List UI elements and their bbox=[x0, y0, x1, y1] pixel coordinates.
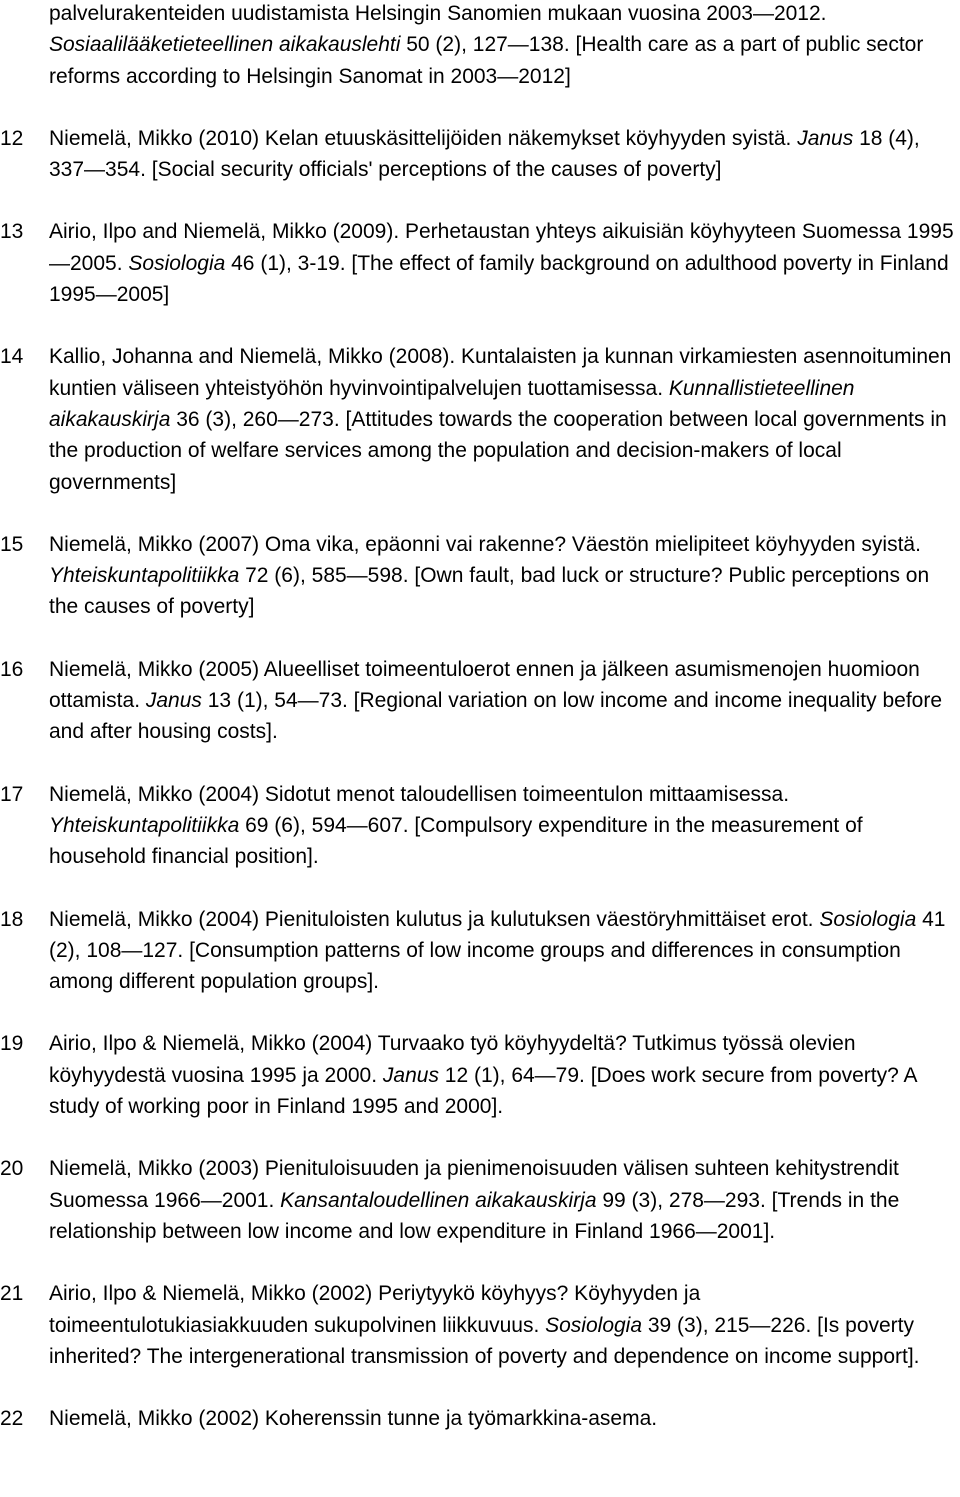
reference-number: 19 bbox=[0, 1032, 24, 1056]
reference-text: Niemelä, Mikko (2007) Oma vika, epäonni vai rakenne? Väestön mielipiteet köyhyyden syistä. bbox=[49, 532, 921, 556]
reference-entry-21 bbox=[0, 1278, 954, 1372]
reference-entry-22 bbox=[0, 1403, 954, 1434]
reference-number: 15 bbox=[0, 532, 24, 556]
journal-title: Kansantaloudellinen aikakauskirja bbox=[280, 1188, 597, 1212]
reference-text: palvelurakenteiden uudistamista Helsingin Sanomien mukaan vuosina 2003—2012. bbox=[49, 2, 827, 25]
reference-entry-17 bbox=[0, 779, 954, 873]
reference-entry-20 bbox=[0, 1153, 954, 1247]
journal-title: Sosiologia bbox=[128, 251, 226, 275]
journal-title: Sosiologia bbox=[545, 1313, 643, 1337]
reference-number: 13 bbox=[0, 220, 24, 244]
reference-entry-15 bbox=[0, 529, 954, 623]
journal-title: Sosiaalilääketieteellinen aikakauslehti bbox=[49, 33, 401, 57]
journal-title: Janus bbox=[797, 126, 854, 150]
reference-details: 69 (6), 594—607. [Compulsory expenditure in the measurement of household financial position]. bbox=[49, 813, 863, 869]
reference-text: Niemelä, Mikko (2005) Alueelliset toimeentuloerot ennen ja jälkeen asumismenojen huomioon ottamista. bbox=[49, 657, 920, 713]
reference-number: 22 bbox=[0, 1407, 24, 1431]
reference-number: 18 bbox=[0, 907, 24, 931]
reference-details: 46 (1), 3-19. [The effect of family background on adulthood poverty in Finland 1995—2005] bbox=[49, 251, 949, 307]
reference-text: Niemelä, Mikko (2003) Pienituloisuuden ja pienimenoisuuden välisen suhteen kehitystrendit Suomessa 1966—2001. bbox=[49, 1157, 899, 1212]
reference-entry-12 bbox=[0, 123, 954, 186]
journal-title: Yhteiskuntapolitiikka bbox=[49, 564, 240, 588]
reference-details: 36 (3), 260—273. [Attitudes towards the cooperation between local governments in the production of welfare services among the population and decision-makers of local governments] bbox=[49, 407, 947, 494]
journal-title: Yhteiskuntapolitiikka bbox=[49, 813, 240, 837]
reference-text: Niemelä, Mikko (2004) Pienituloisten kulutus ja kulutuksen väestöryhmittäiset erot. bbox=[49, 907, 820, 931]
reference-text: Airio, Ilpo and Niemelä, Mikko (2009). Perhetaustan yhteys aikuisiän köyhyyteen Suomessa 1995—2005. bbox=[49, 220, 954, 275]
journal-title: Sosiologia bbox=[819, 907, 917, 931]
reference-text: Niemelä, Mikko (2004) Sidotut menot taloudellisen toimeentulon mittaamisessa. bbox=[49, 782, 790, 806]
reference-entry-16 bbox=[0, 654, 954, 748]
reference-number: 12 bbox=[0, 126, 24, 150]
journal-title: Janus bbox=[145, 689, 202, 713]
reference-details: 13 (1), 54—73. [Regional variation on low income and income inequality before and after housing costs]. bbox=[49, 689, 943, 744]
journal-title: Kunnallistieteellinen aikakauskirja bbox=[49, 376, 855, 431]
reference-details: 18 (4), 337—354. [Social security officials' perceptions of the causes of poverty] bbox=[49, 126, 920, 182]
reference-number: 14 bbox=[0, 345, 24, 369]
reference-number: 17 bbox=[0, 782, 24, 806]
reference-text: Airio, Ilpo & Niemelä, Mikko (2002) Periytyykö köyhyys? Köyhyyden ja toimeentulotukiasiakkuuden sukupolvinen liikkuvuus. bbox=[49, 1282, 701, 1337]
reference-details: 50 (2), 127—138. [Health care as a part of public sector reforms according to Helsingin Sanomat in 2003—2012] bbox=[49, 33, 924, 88]
reference-details: 72 (6), 585—598. [Own fault, bad luck or structure? Public perceptions on the causes of poverty] bbox=[49, 564, 930, 619]
reference-details: 99 (3), 278—293. [Trends in the relationship between low income and low expenditure in Finland 1966—2001]. bbox=[49, 1188, 900, 1243]
reference-text: Niemelä, Mikko (2002) Koherenssin tunne ja työmarkkina-asema. bbox=[49, 1407, 658, 1431]
reference-details: 41 (2), 108—127. [Consumption patterns of low income groups and differences in consumption among different population groups]. bbox=[49, 907, 946, 994]
reference-number: 21 bbox=[0, 1282, 24, 1306]
reference-text: Airio, Ilpo & Niemelä, Mikko (2004) Turvaako työ köyhyydeltä? Tutkimus työssä olevien köyhyydestä vuosina 1995 ja 2000. bbox=[49, 1032, 856, 1087]
reference-entry-14 bbox=[0, 341, 954, 497]
reference-number: 16 bbox=[0, 657, 24, 681]
reference-entry-19 bbox=[0, 1028, 954, 1122]
reference-details: 12 (1), 64—79. [Does work secure from poverty? A study of working poor in Finland 1995 and 2000]. bbox=[49, 1063, 917, 1119]
journal-title: Janus bbox=[382, 1063, 439, 1087]
reference-number: 20 bbox=[0, 1157, 24, 1181]
reference-text: Niemelä, Mikko (2010) Kelan etuuskäsittelijöiden näkemykset köyhyyden syistä. bbox=[49, 126, 798, 150]
reference-text: Kallio, Johanna and Niemelä, Mikko (2008). Kuntalaisten ja kunnan virkamiesten asennoituminen kuntien väliseen yhteistyöhön hyvinvointipalvelujen tuottamisessa. bbox=[49, 345, 952, 400]
reference-entry-13 bbox=[0, 216, 954, 310]
reference-continuation bbox=[49, 0, 954, 92]
reference-details: 39 (3), 215—226. [Is poverty inherited? The intergenerational transmission of poverty and dependence on income support]. bbox=[49, 1313, 920, 1368]
reference-entry-18 bbox=[0, 904, 954, 998]
